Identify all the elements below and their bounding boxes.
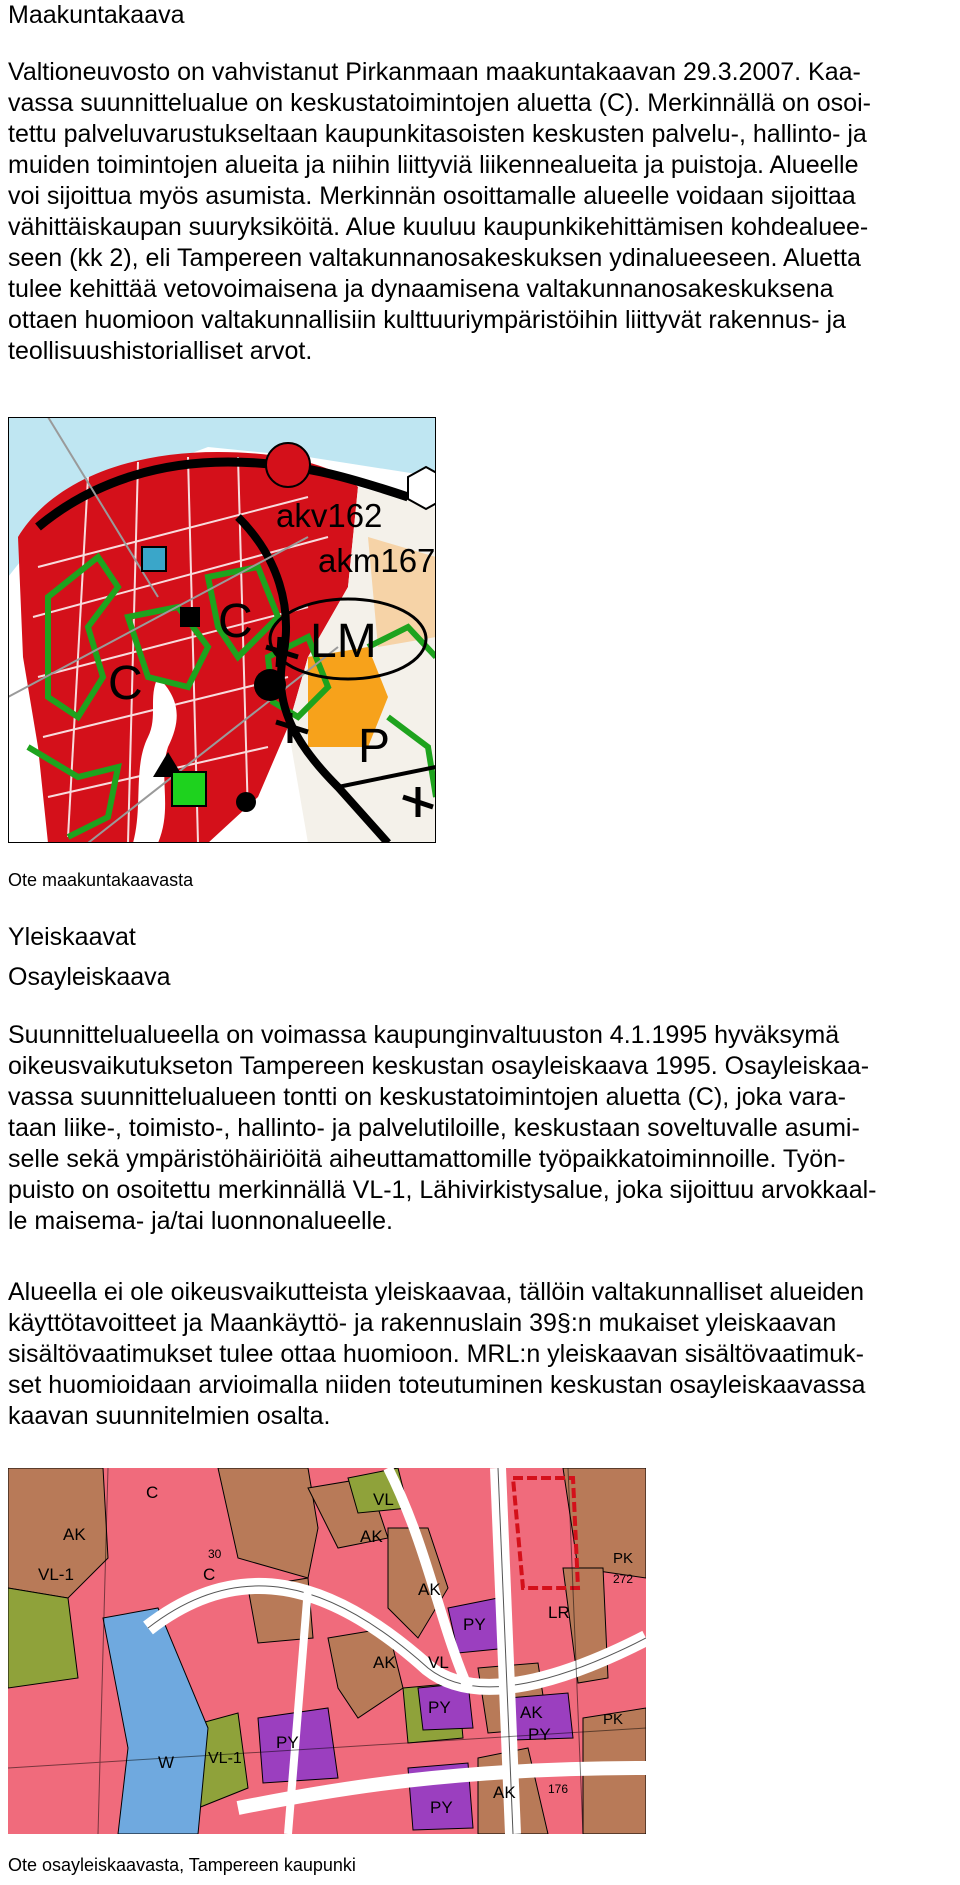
map1-label-lm: LM: [310, 615, 377, 668]
map1-label-c-center: C: [218, 595, 253, 648]
map2-label-vl1-left: VL-1: [38, 1565, 74, 1584]
map1-label-akm167: akm167: [318, 542, 436, 579]
map2-label-w: W: [158, 1753, 175, 1772]
map2-label-ak-left: AK: [63, 1525, 86, 1544]
map1-label-akv162: akv162: [276, 497, 383, 534]
map2-label-c-top: C: [146, 1483, 159, 1502]
map2-label-vl1-bottom: VL-1: [208, 1750, 242, 1767]
paragraph-maakuntakaava: Valtioneuvosto on vahvistanut Pirkanmaan maakuntakaavan 29.3.2007. Kaa- vassa suunnittelualue on keskustatoimintojen aluetta (C). Merkinnällä on osoi- tettu palveluvarustukseltaan kaupunkitasoisten keskusten palvelu-, hallinto- ja muiden toimintojen alueita ja niihin liittyviä liikennealueita ja puistoja. Alueelle voi sijoittua myös asumista. Merkinnän osoittamalle alueelle voidaan sijoittaa vähittäiskaupan suuryksiköitä. Alue kuuluu kaupunkikehittämisen kohdealuee- seen (kk 2), eli Tampereen valtakunnanosakeskuksen ydinalueeseen. Aluetta tulee kehittää vetovoimaisena ja dynaamisena valtakunnanosakeskuksena ottaen huomioon valtakunnallisiin kulttuuriympäristöihin liittyvät rakennus- ja teollisuushistorialliset arvot.: [8, 58, 871, 365]
map2-label-176: 176: [548, 1782, 569, 1796]
regional-plan-map: [8, 417, 436, 843]
section-heading-maakuntakaava: Maakuntakaava: [8, 1, 185, 29]
figure-caption-master-plan: Ote osayleiskaavasta, Tampereen kaupunki: [8, 1855, 356, 1875]
paragraph-osayleiskaava-2: Alueella ei ole oikeusvaikutteista yleiskaavaa, tällöin valtakunnalliset alueiden käyttötavoitteet ja Maankäyttö- ja rakennuslain 39§:n mukaiset yleiskaavan sisältövaatimukset tulee ottaa huomioon. MRL:n yleiskaavan sisältövaatimuk- set huomioidaan arvioimalla niiden toteutuminen keskustan osayleiskaavassa kaavan suunnitelmien osalta.: [8, 1278, 866, 1430]
section-heading-yleiskaavat: Yleiskaavat: [8, 923, 136, 951]
map2-label-30: 30: [208, 1547, 222, 1561]
map2-label-py-3: PY: [528, 1725, 551, 1744]
map2-label-py-2: PY: [428, 1698, 451, 1717]
map2-label-ak-2: AK: [418, 1580, 441, 1599]
map2-label-pk-2: PK: [603, 1711, 624, 1728]
paragraph-osayleiskaava-1: Suunnittelualueella on voimassa kaupunginvaltuuston 4.1.1995 hyväksymä oikeusvaikutukseton Tampereen keskustan osayleiskaava 1995. Osayleiskaa- vassa suunnittelualueen tontti on keskustatoimintojen aluetta (C), joka vara- taan liike-, toimisto-, hallinto- ja palvelutiloille, keskustaan soveltuvalle asumi- selle sekä ympäristöhäiriöitä aiheuttamattomille työpaikkatoiminnoille. Työn- puisto on osoitettu merkinnällä VL-1, Lähivirkistysalue, joka sijoittuu arvokkaal- le maisema- ja/tai luonnonalueelle.: [8, 1021, 877, 1235]
map2-label-ak-3: AK: [373, 1653, 396, 1672]
map2-label-vl-top: VL: [373, 1490, 394, 1509]
map2-label-py-1: PY: [463, 1615, 486, 1634]
map2-label-272: 272: [613, 1572, 634, 1586]
map2-label-py-4: PY: [276, 1733, 299, 1752]
master-plan-map: [8, 1468, 646, 1834]
map2-label-ak-5: AK: [493, 1783, 516, 1802]
map1-label-p: P: [358, 720, 391, 773]
map2-label-lr: LR: [548, 1603, 570, 1622]
map2-label-pk-top: PK: [613, 1550, 634, 1567]
map2-label-c-mid: C: [203, 1565, 216, 1584]
map2-label-ak-mid: AK: [360, 1527, 383, 1546]
map2-label-ak-4: AK: [520, 1703, 543, 1722]
map2-label-vl-mid: VL: [428, 1653, 449, 1672]
figure-caption-regional-plan: Ote maakuntakaavasta: [8, 870, 194, 890]
subsection-heading-osayleiskaava: Osayleiskaava: [8, 963, 171, 991]
map1-label-c-left: C: [108, 657, 143, 710]
map2-label-py-5: PY: [430, 1798, 453, 1817]
